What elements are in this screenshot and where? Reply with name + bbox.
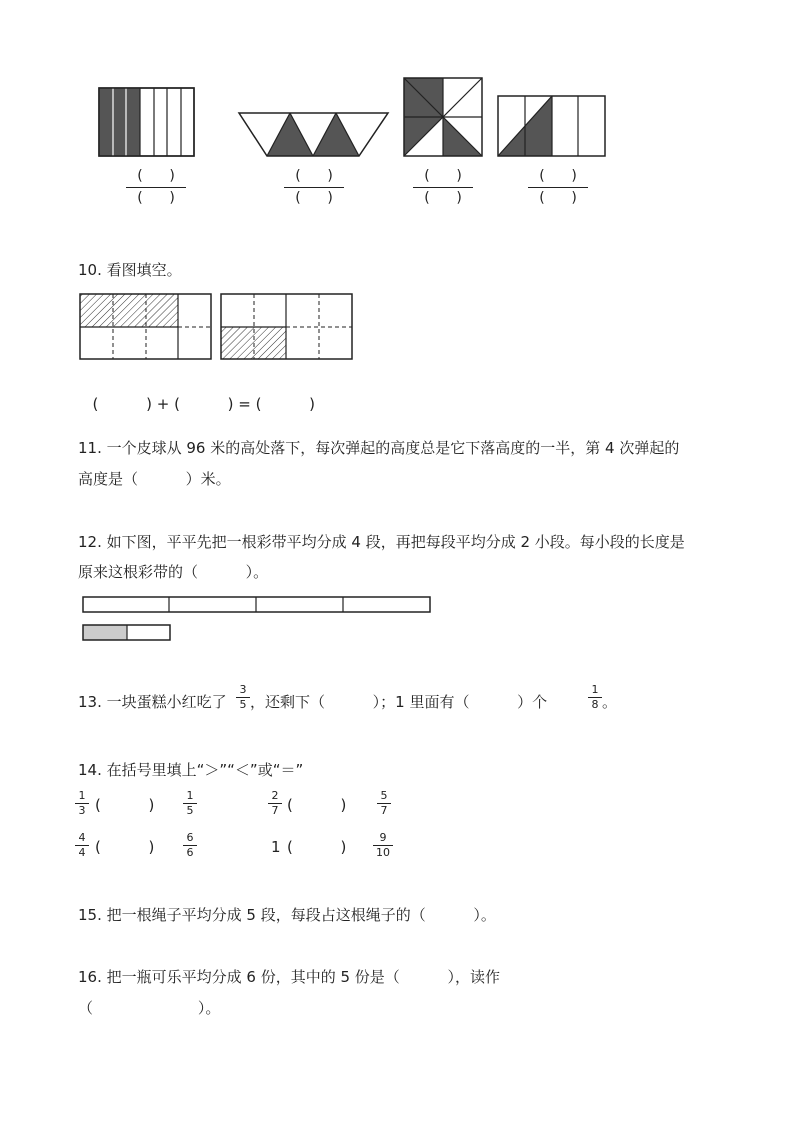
denominator-blank: ( ): [137, 190, 175, 206]
numerator: 3: [239, 683, 247, 696]
q13-fraction-eighth: [588, 684, 602, 711]
q16-line2: （ ）。: [78, 999, 221, 1017]
numerator-blank: ( ): [137, 168, 175, 184]
q10-title: 10. 看图填空。: [78, 261, 182, 279]
denominator-blank: ( ): [539, 190, 577, 206]
full-ribbon: [83, 597, 430, 612]
q10-blank-b[interactable]: ( ): [174, 395, 234, 413]
q12-line2: 原来这根彩带的（ ）。: [78, 563, 269, 581]
q13-fraction-eaten: [236, 684, 250, 711]
q11-line1: 11. 一个皮球从 96 米的高处落下，每次弹起的高度总是它下落高度的一半，第 4 次弹起的: [78, 439, 680, 457]
fraction-bar: [284, 187, 344, 188]
one-segment: [83, 625, 170, 640]
q14-d-blank[interactable]: ( ): [287, 838, 347, 856]
q10-blank-c[interactable]: ( ): [255, 395, 315, 413]
numerator-blank: ( ): [424, 168, 462, 184]
q10-blank-a[interactable]: ( ): [92, 395, 152, 413]
denominator: 8: [591, 698, 599, 711]
numerator: 1: [591, 683, 599, 696]
q14-a-right-fraction: 1 5: [183, 790, 197, 817]
fraction-bar: [528, 187, 588, 188]
denominator: 5: [239, 698, 247, 711]
q14-title: 14. 在括号里填上“＞”“＜”或“＝”: [78, 761, 304, 779]
q14-b-left-fraction: 2 7: [268, 790, 282, 817]
q13-text-pre: 13. 一块蛋糕小红吃了: [78, 693, 227, 711]
q14-b-blank[interactable]: ( ): [287, 796, 347, 814]
q10-figure: [70, 285, 370, 370]
q11-line2: 高度是（ ）米。: [78, 470, 231, 488]
q12-line1: 12. 如下图，平平先把一根彩带平均分成 4 段，再把每段平均分成 2 小段。每小段的长度是: [78, 533, 685, 551]
fraction-bar: [413, 187, 473, 188]
numerator-blank: ( ): [539, 168, 577, 184]
q14-d-left-number: 1: [271, 838, 281, 856]
q12-ribbon-figure: [80, 594, 440, 644]
fraction-figures: [0, 0, 794, 230]
q14-c-right-fraction: 6 6: [183, 832, 197, 859]
figure-square-eighths: [404, 78, 482, 156]
numerator-blank: ( ): [295, 168, 333, 184]
q14-a-blank[interactable]: ( ): [95, 796, 155, 814]
denominator-blank: ( ): [295, 190, 333, 206]
figure-rectangle-diagonal: [498, 96, 605, 156]
q10-right-rect: [221, 294, 352, 359]
plus-sign: +: [156, 395, 170, 413]
q15-line1: 15. 把一根绳子平均分成 5 段，每段占这根绳子的（ ）。: [78, 906, 496, 924]
q10-left-rect: [80, 294, 211, 359]
fraction-bar: [126, 187, 186, 188]
figure-rectangle-strips: [99, 88, 194, 156]
q10-equation: [83, 374, 315, 414]
denominator-blank: ( ): [424, 190, 462, 206]
q14-c-left-fraction: 4 4: [75, 832, 89, 859]
q14-a-left-fraction: 1 3: [75, 790, 89, 817]
q14-b-right-fraction: 5 7: [377, 790, 391, 817]
q13-text-post: 。: [602, 693, 618, 711]
q13-text-mid: ，还剩下（ ）；1 里面有（ ）个: [250, 693, 548, 711]
q14-d-right-fraction: 9 10: [373, 832, 393, 859]
q16-line1: 16. 把一瓶可乐平均分成 6 份，其中的 5 份是（ ），读作: [78, 968, 500, 986]
q14-c-blank[interactable]: ( ): [95, 838, 155, 856]
equals-sign: =: [238, 395, 251, 413]
figure-trapezoid-triangles: [239, 113, 388, 156]
